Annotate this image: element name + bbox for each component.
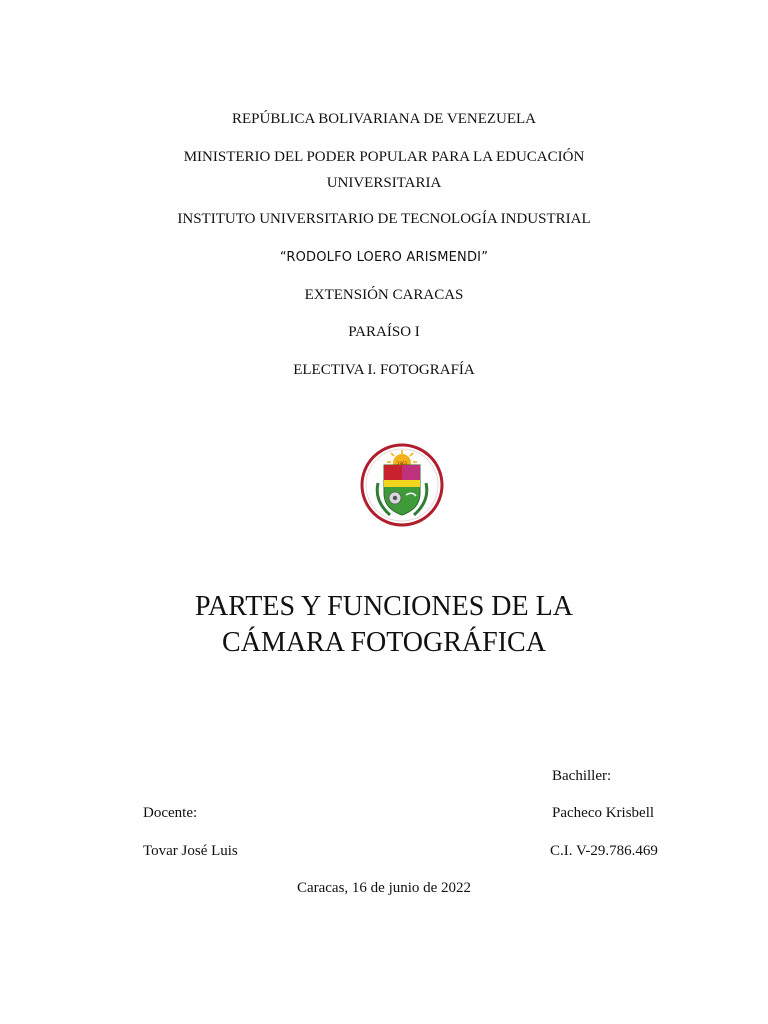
ministry-heading-continued: UNIVERSITARIA (326, 175, 442, 191)
campus-extension: EXTENSIÓN CARACAS (304, 287, 464, 303)
course-name: ELECTIVA I. FOTOGRAFÍA (293, 362, 475, 378)
student-id: C.I. V-29.786.469 (550, 843, 658, 859)
student-label: Bachiller: (552, 768, 612, 784)
teacher-label: Docente: (143, 805, 198, 821)
campus-site: PARAÍSO I (348, 324, 420, 340)
country-heading: REPÚBLICA BOLIVARIANA DE VENEZUELA (231, 111, 537, 127)
document-title-line-2: CÁMARA FOTOGRÁFICA (222, 627, 546, 658)
shield-icon (384, 465, 420, 515)
institute-name: “RODOLFO LOERO ARISMENDI” (279, 250, 489, 265)
institute-seal-logo (360, 443, 444, 527)
institute-heading: INSTITUTO UNIVERSITARIO DE TECNOLOGÍA INDUSTRIAL (177, 211, 591, 227)
ministry-heading: MINISTERIO DEL PODER POPULAR PARA LA EDUCACIÓN (183, 149, 585, 165)
place-and-date: Caracas, 16 de junio de 2022 (296, 880, 472, 896)
document-title-line-1: PARTES Y FUNCIONES DE LA (195, 591, 573, 622)
student-name: Pacheco Krisbell (552, 805, 655, 821)
teacher-name: Tovar José Luis (143, 843, 238, 859)
seal-year: 1963 (396, 461, 408, 466)
